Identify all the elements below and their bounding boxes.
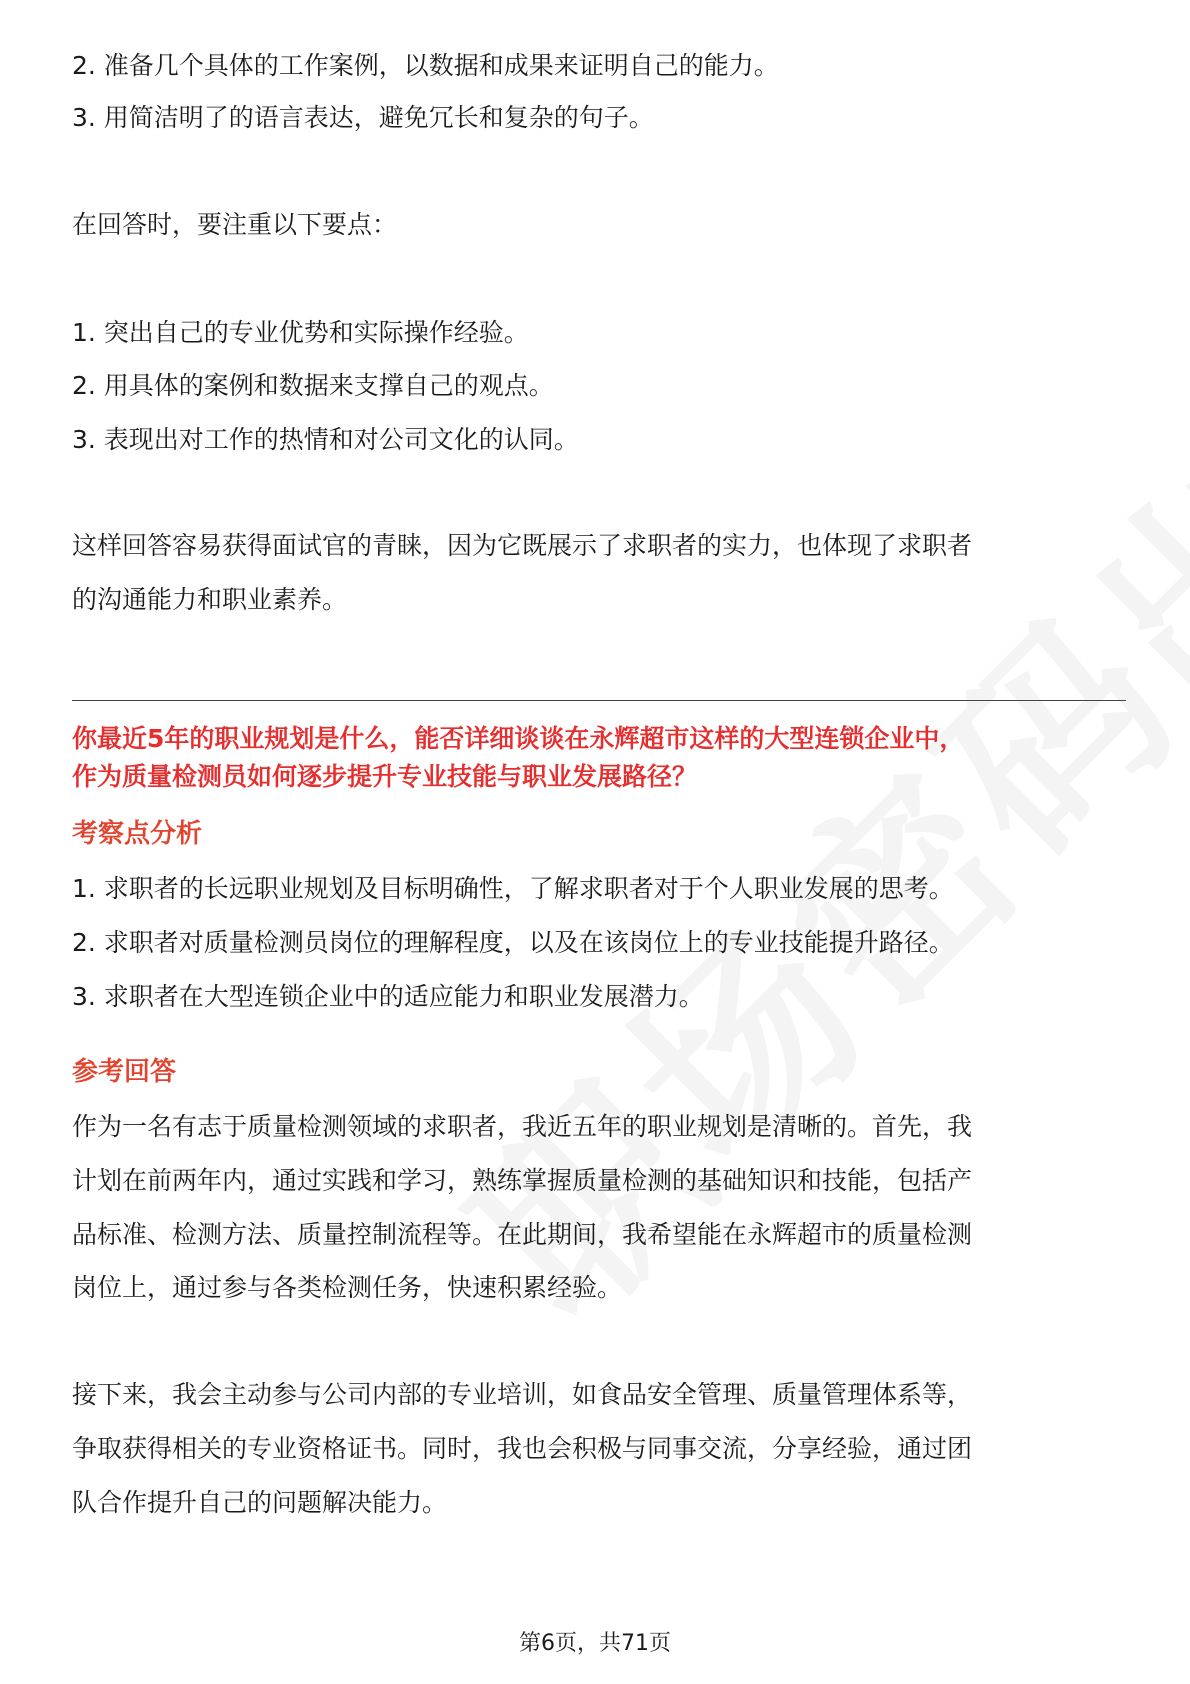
conclusion-line: 的沟通能力和职业素养。 [72,585,348,614]
analysis-point: 2. 求职者对质量检测员岗位的理解程度，以及在该岗位上的专业技能提升路径。 [72,928,954,957]
analysis-heading: 考察点分析 [72,819,203,849]
tip-item: 3. 用简洁明了的语言表达，避免冗长和复杂的句子。 [72,103,654,132]
answer-line: 品标准、检测方法、质量控制流程等。在此期间，我希望能在永辉超市的质量检测 [72,1220,973,1249]
question-title-line: 你最近5年的职业规划是什么，能否详细谈谈在永辉超市这样的大型连锁企业中， [72,724,965,753]
page-number: 第6页，共71页 [519,1631,671,1656]
answer-line: 计划在前两年内，通过实践和学习，熟练掌握质量检测的基础知识和技能，包括产 [72,1166,973,1195]
answer-heading: 参考回答 [72,1057,177,1087]
answer-line: 作为一名有志于质量检测领域的求职者，我近五年的职业规划是清晰的。首先，我 [72,1112,973,1141]
answer-line: 争取获得相关的专业资格证书。同时，我也会积极与同事交流，分享经验，通过团 [72,1434,973,1463]
key-point-item: 3. 表现出对工作的热情和对公司文化的认同。 [72,425,579,454]
answer-line: 接下来，我会主动参与公司内部的专业培训，如食品安全管理、质量管理体系等， [72,1380,973,1409]
question-title-line: 作为质量检测员如何逐步提升专业技能与职业发展路径？ [72,762,698,791]
key-point-item: 2. 用具体的案例和数据来支撑自己的观点。 [72,371,554,400]
section-divider [72,700,1126,701]
answer-line: 岗位上，通过参与各类检测任务，快速积累经验。 [72,1273,623,1302]
key-point-item: 1. 突出自己的专业优势和实际操作经验。 [72,318,529,347]
analysis-point: 3. 求职者在大型连锁企业中的适应能力和职业发展潜力。 [72,982,704,1011]
analysis-point: 1. 求职者的长远职业规划及目标明确性，了解求职者对于个人职业发展的思考。 [72,874,954,903]
key-points-heading: 在回答时，要注重以下要点： [72,210,398,239]
conclusion-line: 这样回答容易获得面试官的青睐，因为它既展示了求职者的实力，也体现了求职者 [72,531,973,560]
tip-item: 2. 准备几个具体的工作案例，以数据和成果来证明自己的能力。 [72,51,779,80]
answer-line: 队合作提升自己的问题解决能力。 [72,1488,448,1517]
